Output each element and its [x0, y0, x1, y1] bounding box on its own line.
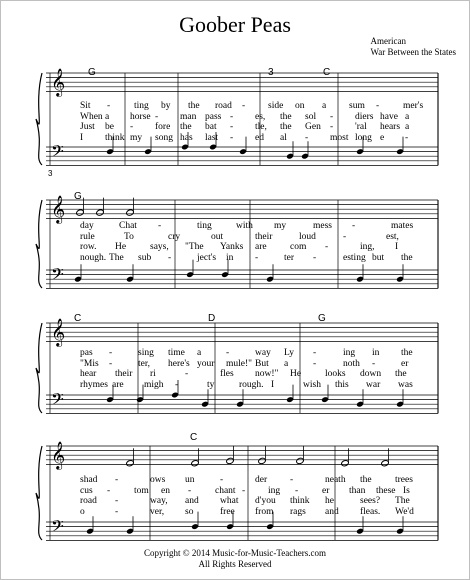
lyric-syllable: -	[107, 485, 111, 496]
lyric-line	[80, 112, 440, 123]
lyric-syllable: ter	[284, 252, 295, 263]
song-title: Goober Peas	[179, 12, 291, 37]
bass-clef-icon: 𝄢	[51, 516, 64, 540]
lyric-syllable: my	[274, 221, 287, 231]
lyric-syllable: the	[401, 252, 413, 263]
treble-note	[191, 460, 200, 467]
lyric-syllable: fles	[220, 369, 234, 379]
lyric-syllable: Is	[403, 485, 410, 496]
lyric-syllable: When	[80, 111, 103, 122]
bass-clef-icon: 𝄢	[51, 389, 64, 413]
lyric-syllable: but	[372, 252, 385, 263]
lyric-syllable: o	[80, 506, 85, 517]
lyric-syllable: song	[155, 132, 173, 143]
lyric-syllable: ver,	[150, 506, 165, 517]
treble-note	[226, 457, 235, 464]
lyric-syllable: "The	[185, 242, 204, 252]
treble-clef-icon: 𝄞	[51, 441, 66, 469]
lyric-syllable: ject's	[197, 252, 217, 263]
lyric-syllable: -	[109, 358, 113, 369]
lyric-line	[80, 221, 440, 232]
lyric-line	[80, 122, 440, 133]
lyric-syllable: neath	[325, 475, 346, 485]
lyric-syllable: -	[376, 101, 380, 111]
system-brace	[36, 200, 42, 288]
lyric-syllable: was	[398, 379, 413, 390]
bar-number: 3	[48, 169, 53, 178]
lyric-syllable: than	[349, 485, 366, 496]
lyric-syllable: ing	[343, 348, 356, 358]
lyric-syllable: are	[112, 379, 124, 390]
chord-symbol: D	[208, 313, 216, 324]
lyric-syllable: tom	[134, 485, 149, 496]
lyric-syllable: Gen	[305, 122, 321, 132]
lyric-syllable: ter,	[138, 358, 151, 369]
rights-line: All Rights Reserved	[198, 559, 272, 569]
lyric-line	[80, 232, 440, 243]
lyric-syllable: and	[325, 506, 339, 517]
chord-symbol: C	[323, 67, 331, 78]
chord-symbol: G	[88, 67, 96, 78]
lyric-syllable: ing	[268, 485, 281, 496]
lyric-syllable: the	[280, 122, 292, 132]
lyric-syllable: a	[197, 348, 202, 358]
lyric-line	[80, 486, 440, 497]
lyric-syllable: be	[105, 122, 114, 132]
lyric-syllable: -	[230, 122, 234, 132]
lyric-line	[80, 496, 440, 507]
lyric-syllable: sing	[138, 348, 154, 358]
lyric-syllable: ing,	[360, 242, 375, 252]
lyric-syllable: pas	[80, 348, 93, 358]
lyric-syllable: "Mis	[80, 358, 99, 369]
lyric-syllable: Just	[80, 122, 95, 132]
lyric-syllable: my	[130, 132, 143, 143]
lyric-syllable: side	[268, 101, 284, 111]
lyric-syllable: trees	[395, 475, 413, 485]
treble-note	[126, 460, 135, 467]
chord-symbol: C	[190, 432, 198, 443]
lyric-syllable: last	[205, 132, 219, 143]
treble-note	[96, 209, 105, 216]
treble-clef-icon: 𝄞	[51, 318, 66, 346]
lyric-syllable: with	[236, 221, 253, 231]
lyric-syllable: hear	[80, 369, 97, 379]
treble-note	[258, 457, 267, 464]
lyric-syllable: -	[330, 111, 334, 122]
lyric-syllable: most	[330, 132, 349, 143]
lyric-line	[80, 359, 440, 370]
lyric-syllable: 'ral	[355, 122, 367, 132]
lyric-syllable: -	[325, 242, 329, 252]
lyric-syllable: er	[401, 358, 409, 369]
lyric-syllable: Chat	[119, 221, 137, 231]
chord-symbol: G	[74, 191, 82, 202]
lyric-syllable: the	[401, 348, 413, 358]
lyric-syllable: -	[168, 252, 172, 263]
bass-clef-icon: 𝄢	[51, 264, 64, 288]
lyric-syllable: The	[395, 496, 410, 506]
lyric-syllable: esting	[343, 252, 366, 263]
lyric-syllable: -	[313, 358, 317, 369]
lyric-syllable: what	[220, 496, 239, 506]
lyric-syllable: your	[197, 358, 215, 369]
lyric-syllable: The	[109, 252, 124, 263]
system-brace	[36, 73, 42, 165]
lyric-syllable: says,	[150, 242, 169, 252]
lyric-syllable: -	[130, 122, 134, 132]
lyric-syllable: day	[80, 221, 94, 231]
lyric-syllable: To	[124, 231, 134, 242]
lyric-syllable: He	[115, 242, 127, 252]
lyric-syllable: sum	[349, 101, 365, 111]
lyric-syllable: migh	[144, 379, 164, 390]
lyric-syllable: I	[271, 379, 275, 390]
lyric-syllable: on	[295, 101, 305, 111]
lyric-syllable: sees?	[360, 496, 381, 506]
lyric-syllable: ting	[134, 101, 149, 111]
lyric-syllable: has	[180, 132, 193, 143]
lyric-line	[80, 369, 440, 380]
lyric-syllable: -	[158, 221, 162, 231]
chord-symbol: G	[318, 313, 326, 324]
system-brace	[36, 446, 42, 540]
lyric-syllable: rhymes	[80, 379, 108, 390]
lyric-syllable: der	[255, 475, 268, 485]
lyric-syllable: mates	[391, 221, 414, 231]
treble-note	[381, 460, 390, 467]
lyric-syllable: -	[295, 485, 299, 496]
lyric-syllable: d'you	[255, 496, 276, 506]
lyric-syllable: -	[175, 379, 179, 390]
lyric-syllable: row.	[80, 242, 97, 252]
copyright-footer	[0, 548, 470, 570]
lyric-syllable: mer's	[403, 101, 424, 111]
lyric-syllable: en	[161, 485, 170, 496]
lyric-line	[80, 507, 440, 518]
treble-note	[296, 457, 305, 464]
lyric-line	[80, 380, 440, 391]
lyric-syllable: mule!"	[226, 358, 253, 369]
lyric-line	[80, 475, 440, 486]
lyric-line	[80, 242, 440, 253]
lyric-syllable: Sit	[80, 101, 91, 111]
copyright-line: Copyright © 2014 Music-for-Music-Teachers.com	[144, 548, 326, 558]
lyric-syllable: al	[280, 132, 287, 143]
lyric-syllable: shad	[80, 475, 98, 485]
lyric-syllable: -	[242, 485, 246, 496]
treble-clef-icon: 𝄞	[51, 68, 66, 96]
lyric-syllable: down	[360, 369, 382, 379]
lyric-syllable: now!"	[255, 369, 279, 379]
lyric-syllable: nough.	[80, 252, 107, 263]
lyric-syllable: pass	[205, 111, 222, 122]
lyric-syllable: free	[220, 506, 235, 517]
lyric-syllable: -	[230, 111, 234, 122]
lyric-syllable: in	[226, 252, 234, 263]
lyric-syllable: We'd	[395, 506, 414, 517]
lyric-syllable: fore	[155, 122, 171, 132]
lyric-syllable: by	[161, 101, 171, 111]
lyric-syllable: the	[360, 475, 372, 485]
lyric-syllable: But	[255, 358, 269, 369]
lyric-syllable: -	[220, 475, 224, 485]
lyric-syllable: here's	[168, 358, 190, 369]
lyric-syllable: es,	[255, 111, 266, 122]
lyric-syllable: diers	[355, 111, 374, 122]
lyric-syllable: com	[290, 242, 307, 252]
lyric-syllable: -	[330, 122, 334, 132]
treble-clef-icon: 𝄞	[51, 195, 66, 223]
lyric-syllable: the	[180, 122, 192, 132]
lyric-syllable: this	[335, 379, 349, 390]
origin-line-1: American	[370, 36, 406, 46]
lyric-syllable: rule	[80, 231, 95, 242]
lyric-syllable: -	[372, 358, 376, 369]
lyric-syllable: in	[372, 348, 380, 358]
lyric-syllable: sub	[138, 252, 152, 263]
system-brace	[36, 323, 42, 413]
lyric-line	[80, 101, 440, 112]
lyric-syllable: He	[290, 369, 302, 379]
lyric-syllable: -	[230, 132, 234, 143]
lyric-syllable: -	[188, 485, 192, 496]
lyric-syllable: er	[322, 485, 330, 496]
lyric-syllable: -	[115, 496, 119, 506]
lyric-syllable: -	[405, 132, 409, 143]
origin-line-2: War Between the States	[370, 47, 456, 57]
lyric-syllable: ty	[207, 379, 215, 390]
lyric-syllable: est,	[386, 231, 399, 242]
lyric-line	[80, 133, 440, 144]
lyric-syllable: Ly	[284, 348, 295, 358]
lyric-syllable: noth	[343, 358, 360, 369]
lyric-syllable: -	[313, 252, 317, 263]
lyric-syllable: man	[180, 111, 197, 122]
lyric-syllable: -	[352, 221, 356, 231]
lyric-syllable: -	[313, 348, 317, 358]
lyric-syllable: I	[80, 132, 84, 143]
lyric-syllable: and	[185, 496, 199, 506]
lyric-syllable: the	[280, 111, 292, 122]
chord-symbol: C	[74, 313, 82, 324]
lyric-syllable: -	[115, 506, 119, 517]
lyric-syllable: tle,	[255, 122, 267, 132]
lyric-syllable: -	[115, 475, 119, 485]
lyric-syllable: think	[105, 132, 125, 143]
lyric-syllable: -	[255, 252, 259, 263]
lyric-syllable: rough.	[239, 379, 264, 390]
lyric-syllable: a	[322, 101, 327, 111]
lyric-syllable: cry	[168, 231, 181, 242]
lyric-syllable: so	[185, 506, 194, 517]
lyric-syllable: -	[107, 101, 111, 111]
lyric-syllable: war	[366, 379, 381, 390]
chord-symbol: 3	[268, 67, 274, 78]
lyric-syllable: looks	[325, 369, 346, 379]
lyric-syllable: -	[290, 475, 294, 485]
lyric-line	[80, 253, 440, 264]
lyric-syllable: cus	[80, 485, 93, 496]
lyric-syllable: -	[305, 132, 309, 143]
treble-note	[126, 209, 135, 216]
lyric-syllable: a	[105, 111, 110, 122]
lyric-syllable: think	[290, 496, 310, 506]
lyric-syllable: Yanks	[220, 242, 244, 252]
lyric-syllable: out	[211, 231, 224, 242]
lyric-syllable: chant	[215, 485, 236, 496]
lyric-syllable: ri	[150, 369, 156, 379]
lyric-syllable: -	[242, 101, 246, 111]
lyric-syllable: are	[255, 242, 267, 252]
lyric-syllable: way,	[150, 496, 168, 506]
lyric-syllable: ows	[150, 475, 166, 485]
lyric-syllable: wish	[303, 379, 321, 390]
lyric-syllable: loud	[299, 231, 316, 242]
lyric-syllable: hears	[380, 122, 401, 132]
lyric-syllable: a	[405, 122, 410, 132]
lyric-syllable: -	[155, 111, 159, 122]
lyric-syllable: ting	[197, 221, 212, 231]
lyric-syllable: he	[325, 496, 334, 506]
lyric-syllable: -	[343, 231, 347, 242]
lyric-syllable: I	[395, 242, 399, 252]
lyric-syllable: a	[284, 358, 289, 369]
lyric-syllable: a	[405, 111, 410, 122]
lyric-syllable: ed	[255, 132, 264, 143]
bass-clef-icon: 𝄢	[51, 141, 64, 165]
lyric-syllable: the	[188, 101, 200, 111]
lyric-syllable: un	[185, 475, 195, 485]
lyric-syllable: mess	[313, 221, 332, 231]
lyric-syllable: -	[185, 369, 189, 379]
lyric-syllable: way	[255, 348, 271, 358]
lyric-syllable: bat	[205, 122, 217, 132]
treble-note	[76, 209, 85, 216]
lyric-syllable: road	[215, 101, 232, 111]
lyric-syllable: e	[380, 132, 385, 143]
lyric-syllable: these	[376, 485, 396, 496]
lyric-syllable: from	[255, 506, 274, 517]
lyric-syllable: road	[80, 496, 97, 506]
lyric-syllable: their	[115, 369, 133, 379]
lyric-syllable: sol	[305, 111, 317, 122]
lyric-syllable: time	[168, 348, 185, 358]
lyric-syllable: -	[109, 348, 113, 358]
lyric-syllable: their	[255, 231, 273, 242]
lyric-syllable: long	[355, 132, 372, 143]
lyric-syllable: -	[226, 348, 230, 358]
lyric-syllable: horse	[130, 111, 151, 122]
treble-note	[341, 460, 350, 467]
lyric-syllable: rags	[290, 506, 306, 517]
lyric-syllable: have	[380, 111, 398, 122]
lyric-line	[80, 348, 440, 359]
lyric-syllable: the	[395, 369, 407, 379]
lyric-syllable: fleas.	[360, 506, 381, 517]
